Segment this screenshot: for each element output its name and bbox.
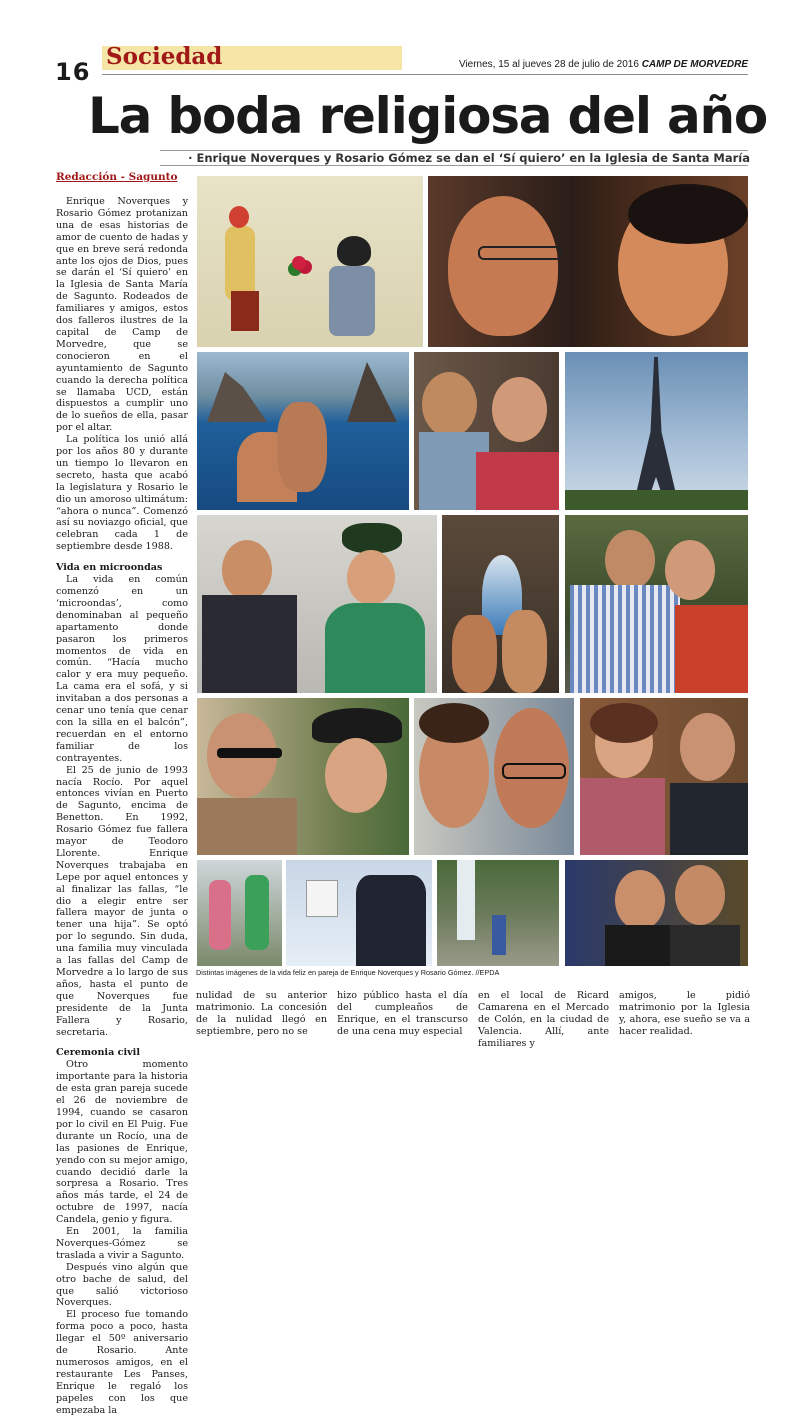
paragraph: La vida en común comenzó en un ‘microondas’, como denominaban al pequeño apartamento donde pasaron los primeros momentos de vida en común. “Hacía mucho calor y era muy pequeño. La cama era el sofá, y si invitaban a dos personas a cenar uno tenía que cenar con la silla en el balcón”, recuerdan en el entorno familiar de los contrayentes. (56, 574, 188, 764)
paragraph: En 2001, la familia Noverques-Gómez se traslada a vivir a Sagunto. (56, 1226, 188, 1261)
photo-eiffel-tower (565, 352, 748, 510)
photo-hats-sunglasses (197, 698, 409, 855)
header-rule (102, 74, 748, 75)
photo-waterfall (437, 860, 559, 966)
paragraph: amigos, le pidió matrimonio por la Iglesia y, ahora, ese sueño se va a hacer realidad. (619, 990, 750, 1037)
paragraph: hizo público hasta el día del cumpleaños de Enrique, en el transcurso de una cena muy especial (337, 990, 468, 1037)
article-column-2 (196, 990, 327, 1038)
photo-fallas-dance (565, 860, 748, 966)
photo-couple-young (414, 352, 559, 510)
article-column-3 (337, 990, 468, 1038)
photo-wedding-guests (197, 515, 437, 693)
dateline (459, 59, 748, 70)
paragraph: en el local de Ricard Camarena en el Mercado de Colón, en la ciudad de Valencia. Allí, ante familiares y (478, 990, 609, 1049)
paragraph: La política los unió allá por los años 80 y durante un tiempo lo llevaron en secreto, hasta que acabó la legislatura y Rosario le dio un amoroso ultimátum: “ahora o nunca”. Comenzó así su noviazgo oficial, que celebran cada 1 de septiembre desde 1988. (56, 434, 188, 553)
byline: Redacción - Sagunto (56, 171, 178, 183)
section-title: Sociedad (106, 43, 223, 70)
headline: La boda religiosa del año (88, 87, 768, 145)
photo-formal-couple (580, 698, 748, 855)
subheadline: · Enrique Noverques y Rosario Gómez se dan el ‘Sí quiero’ en la Iglesia de Santa María (188, 151, 750, 165)
page-number: 16 (55, 58, 91, 86)
photo-sea-arch (442, 515, 559, 693)
paragraph: nulidad de su anterior matrimonio. La concesión de la nulidad llegó en septiembre, pero no se (196, 990, 327, 1037)
photo-boat-sea (197, 352, 409, 510)
subheading: Vida en microondas (56, 562, 163, 574)
section-band (102, 43, 402, 70)
article-column-5 (619, 990, 750, 1038)
photo-kiss-paris (565, 515, 748, 693)
subheading: Ceremonia civil (56, 1047, 140, 1059)
paragraph: Otro momento importante para la historia de esta gran pareja sucede el 26 de noviembre de 1994, cuando se casaron por lo civil en El Puig. Fue durante un Rocío, una de las pasiones de Enrique, yendo con su mejor amigo, cuando decidió darle la sorpresa a Rosario. Tres años más tarde, el 24 de octubre de 1997, nacía Candela, genio y figura. (56, 1059, 188, 1226)
photo-selfie-couple (414, 698, 574, 855)
photo-costume (197, 176, 423, 347)
article-column-4 (478, 990, 609, 1050)
photo-vacation-pair (197, 860, 282, 966)
article-column-1 (56, 196, 188, 1417)
issue-date: Viernes, 15 al jueves 28 de julio de 2016 (458, 59, 639, 70)
photo-couple-laughing (428, 176, 748, 347)
photo-caption: Distintas imágenes de la vida feliz en pareja de Enrique Noverques y Rosario Gómez. //EPDA (196, 968, 500, 977)
photo-snow-laptop (286, 860, 432, 966)
paragraph: El proceso fue tomando forma poco a poco, hasta llegar el 50º aniversario de Rosario. Ante numerosos amigos, en el restaurante Les Panses, Enrique le regaló los papeles con los que empezaba la (56, 1309, 188, 1416)
paragraph: El 25 de junio de 1993 nacía Rocío. Por aquel entonces vivían en Puerto de Sagunto, encima de Benetton. En 1992, Rosario Gómez fue fallera mayor de Teodoro Llorente. Enrique Noverques trabajaba en Lepe por aquel entonces y al finalizar las fallas, “le dio a elegir entre ser fallera mayor de junta o tener una hija”. Se optó por lo segundo. Sin duda, una familia muy vinculada a las fallas del Camp de Morvedre a lo largo de sus años, hasta el punto de que Noverques fue presidente de la Junta Fallera y Rosario, secretaria. (56, 764, 188, 1038)
publication-name: CAMP DE MORVEDRE (641, 59, 748, 70)
paragraph: Después vino algún que otro bache de salud, del que salió victorioso Noverques. (56, 1261, 188, 1309)
subhead-rule-bottom (160, 165, 748, 166)
paragraph: Enrique Noverques y Rosario Gómez protanizan una de esas historias de amor de cuento de hadas y que en breve será redonda ante los ojos de Dios, pues se darán el ‘Sí quiero’ en la Iglesia de Santa María de Sagunto. Rodeados de familiares y amigos, estos dos falleros ilustres de la capital de Camp de Morvedre, que se conocieron en el ayuntamiento de Sagunto cuando la derecha política se llamaba UCD, están dispuestos a cumplir uno de lo sueños de ella, pasar por el altar. (56, 196, 188, 434)
